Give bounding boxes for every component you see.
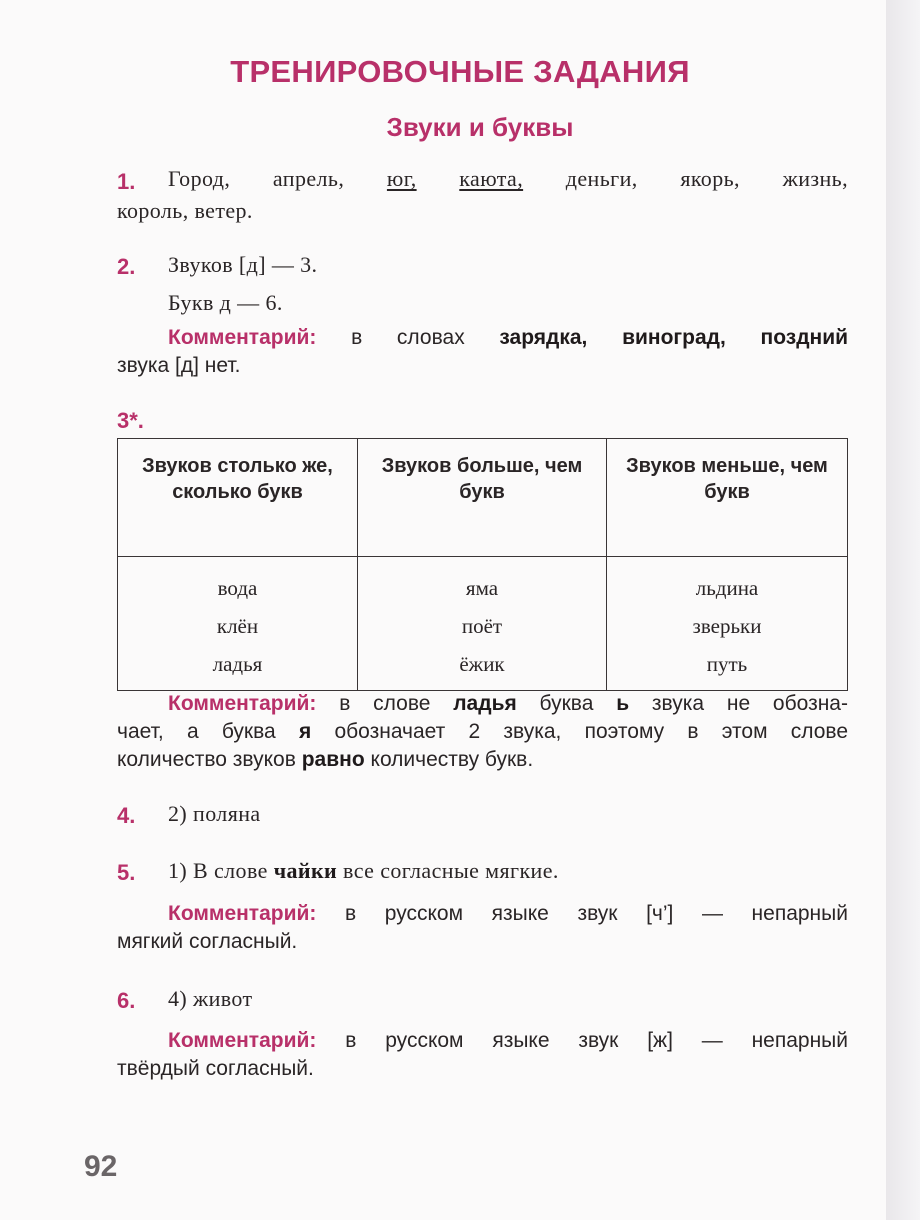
table-word: клён bbox=[216, 614, 259, 638]
task-6-number: 6. bbox=[117, 988, 136, 1013]
table-header-cell: Звуков меньше, чем букв bbox=[607, 439, 848, 557]
comment-text: твёрдый согласный. bbox=[117, 1057, 314, 1080]
comment-label: Комментарий: bbox=[168, 326, 317, 349]
task-6-answer: 4) живот bbox=[168, 986, 253, 1011]
page-number: 92 bbox=[84, 1150, 118, 1183]
task-3-number: 3*. bbox=[117, 408, 144, 433]
task-3-comment bbox=[117, 690, 848, 774]
comment-text: в русском языке звук [ч’] — непарный bbox=[345, 902, 848, 925]
task-5-answer bbox=[168, 858, 559, 884]
task-1-word-group-1: Город, апрель, bbox=[168, 166, 345, 191]
task-2-comment-line-2: звука [д] нет. bbox=[117, 354, 241, 377]
comment-text: обозначает 2 звука, поэтому в этом слове bbox=[334, 720, 848, 743]
comment-text: количеству букв. bbox=[370, 748, 534, 771]
task-2-number: 2. bbox=[117, 254, 136, 279]
table-word: поёт bbox=[461, 614, 503, 638]
answer-text: 1) В слове bbox=[168, 858, 268, 883]
task-6-comment bbox=[117, 1027, 848, 1083]
task-2-line-2: Букв д — 6. bbox=[168, 290, 283, 315]
table-row bbox=[118, 557, 848, 691]
task-1-line-1 bbox=[168, 166, 848, 192]
task-2-comment bbox=[168, 324, 848, 352]
table-word: зверьки bbox=[692, 614, 762, 638]
table-word: путь bbox=[706, 652, 748, 676]
comment-text: звука не обозна- bbox=[651, 692, 848, 715]
comment-text: количество звуков bbox=[117, 748, 296, 771]
comment-label: Комментарий: bbox=[168, 692, 317, 715]
table-header-cell: Звуков столько же, сколько букв bbox=[118, 439, 358, 557]
page-edge-shadow bbox=[886, 0, 920, 1220]
task-1-underlined-kayuta: каюта, bbox=[459, 166, 524, 191]
sounds-letters-table bbox=[117, 438, 848, 691]
table-header-row bbox=[118, 439, 848, 557]
table-word: льдина bbox=[695, 576, 759, 600]
bold-word: ладья bbox=[453, 692, 517, 715]
comment-label: Комментарий: bbox=[168, 902, 317, 925]
task-1-number: 1. bbox=[117, 169, 136, 194]
comment-text: буква bbox=[539, 692, 594, 715]
task-4-number: 4. bbox=[117, 803, 136, 828]
task-4-answer: 2) поляна bbox=[168, 801, 261, 826]
bold-word: я bbox=[298, 720, 312, 743]
table-cell bbox=[607, 557, 848, 691]
comment-text: в слове bbox=[339, 692, 431, 715]
bold-word: чайки bbox=[273, 858, 338, 883]
comment-text: чает, а буква bbox=[117, 720, 276, 743]
task-2-line-1: Звуков [д] — 3. bbox=[168, 252, 318, 277]
bold-word: зарядка, bbox=[499, 326, 588, 349]
bold-word: поздний bbox=[760, 326, 849, 349]
table-header-cell: Звуков больше, чем букв bbox=[358, 439, 607, 557]
task-5-comment bbox=[117, 900, 848, 956]
table-word: яма bbox=[465, 576, 499, 600]
task-1-underlined-yug: юг, bbox=[386, 166, 417, 191]
answer-text: все согласные мягкие. bbox=[343, 858, 559, 883]
section-subheading: Звуки и буквы bbox=[386, 112, 574, 142]
comment-text: в словах bbox=[351, 326, 465, 349]
comment-text: мягкий согласный. bbox=[117, 930, 298, 953]
bold-word: виноград, bbox=[622, 326, 726, 349]
comment-text: в русском языке звук [ж] — непарный bbox=[345, 1029, 848, 1052]
table-word: ладья bbox=[212, 652, 263, 676]
table-cell bbox=[358, 557, 607, 691]
bold-word: ь bbox=[616, 692, 630, 715]
table-cell bbox=[118, 557, 358, 691]
bold-word: равно bbox=[301, 748, 365, 771]
table-word: вода bbox=[217, 576, 258, 600]
task-1-line-2: король, ветер. bbox=[117, 198, 253, 223]
task-1-word-group-2: деньги, якорь, жизнь, bbox=[565, 166, 848, 191]
task-5-number: 5. bbox=[117, 860, 136, 885]
comment-label: Комментарий: bbox=[168, 1029, 317, 1052]
page-heading: ТРЕНИРОВОЧНЫЕ ЗАДАНИЯ bbox=[230, 54, 690, 89]
table-word: ёжик bbox=[459, 652, 505, 676]
